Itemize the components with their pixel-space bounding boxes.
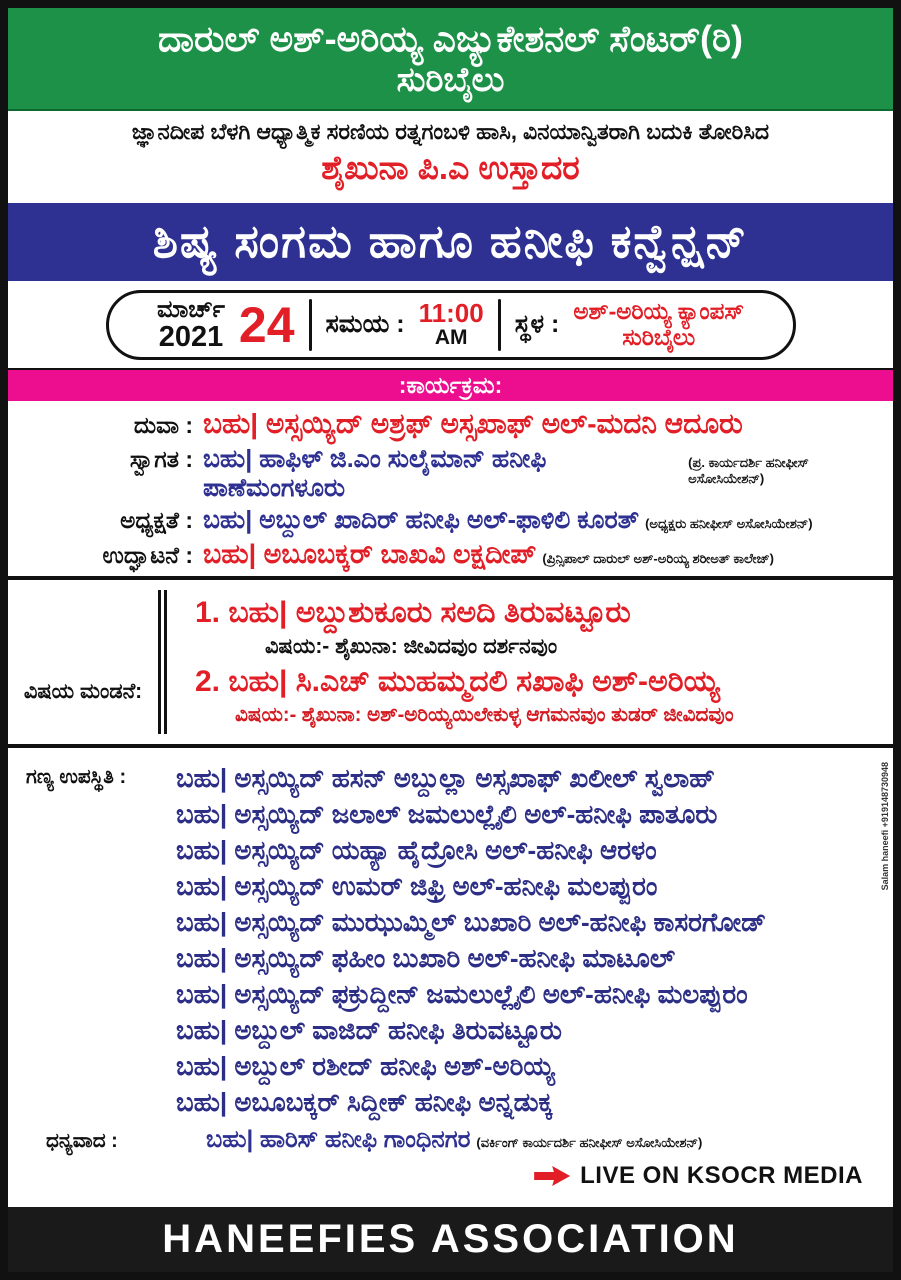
program-note: (ಪ್ರಿನ್ಸಿಪಾಲ್ ದಾರುಲ್ ಅಶ್-ಅರಿಯ್ಯ ಶರೀಅತ್ ಕಾಲೇಜ್) <box>542 550 774 566</box>
program-list <box>8 401 893 576</box>
guests-label: ಗಣ್ಯ ಉಪಸ್ಥಿತಿ : <box>26 766 127 788</box>
org-header <box>8 8 893 111</box>
topic-subject-1: ವಿಷಯ:- ಶೈಖುನಾ: ಜೀವಿದವುಂ ದರ್ಶನವುಂ <box>265 635 558 659</box>
year-label: 2021 <box>158 320 224 353</box>
org-place: ಸುರಿಬೈಲು <box>396 61 505 100</box>
topic-number: 2. <box>195 664 221 698</box>
thanks-note: (ವರ್ಕಿಂಗ್ ಕಾರ್ಯದರ್ಶಿ ಹನೀಫೀಸ್ ಅಸೋಸಿಯೇಶನ್) <box>476 1135 703 1150</box>
topic-speaker-2 <box>195 663 893 701</box>
venue-line2: ಸುರಿಬೈಲು <box>622 323 696 350</box>
schedule-section <box>8 281 893 368</box>
guest-name: ಬಹು| ಅಸ್ಸಯ್ಯಿದ್ ಜಲಾಲ್ ಜಮಲುಲ್ಲೈಲಿ ಅಲ್-ಹನೀಫಿ ಪಾತೂರು <box>176 799 718 829</box>
time-meridiem: AM <box>434 326 468 350</box>
event-title: ಶಿಷ್ಯ ಸಂಗಮ ಹಾಗೂ ಹನೀಫಿ ಕನ್ವೆನ್ಷನ್ <box>152 215 749 267</box>
guest-name: ಬಹು| ಅಬ್ದುಲ್ ವಾಜಿದ್ ಹನೀಫಿ ತಿರುವಟ್ಟೂರು <box>176 1015 562 1045</box>
live-row <box>26 1154 893 1190</box>
event-title-banner <box>8 203 893 281</box>
program-row-dua <box>8 408 883 441</box>
divider <box>309 299 312 351</box>
guest-name-list <box>176 760 766 1120</box>
intro-tagline: ಜ್ಞಾನದೀಪ ಬೆಳಗಿ ಆಧ್ಯಾತ್ಮಿಕ ಸರಣಿಯ ರತ್ನಗಂಬಳಿ ಹಾಸಿ, ವಿನಯಾನ್ವಿತರಾಗಿ ಬದುಕಿ ತೋರಿಸಿದ <box>131 119 770 144</box>
thanks-row <box>26 1126 893 1154</box>
intro-section <box>8 111 893 203</box>
designer-name: Salam haneefi <box>880 829 891 891</box>
program-row-inauguration <box>8 539 883 571</box>
schedule-capsule <box>106 290 796 360</box>
program-row-welcome <box>8 445 883 503</box>
guest-name: ಬಹು| ಅಬ್ದುಲ್ ರಶೀದ್ ಹನೀಫಿ ಅಶ್-ಅರಿಯ್ಯ <box>176 1051 555 1081</box>
topic-speaker-name: ಬಹು| ಸಿ.ಎಚ್ ಮುಹಮ್ಮದಲಿ ಸಖಾಫಿ ಅಶ್-ಅರಿಯ್ಯ <box>228 664 720 698</box>
program-name: ಬಹು| ಹಾಫಿಳ್ ಜಿ.ಎಂ ಸುಲೈಮಾನ್ ಹನೀಫಿ ಪಾಣೆಮಂಗಳೂರು <box>203 444 547 502</box>
live-text: LIVE ON KSOCR MEDIA <box>580 1162 863 1189</box>
thanks-label: ಧನ್ಯವಾದ : <box>46 1130 118 1152</box>
program-banner-text: :ಕಾರ್ಯಕ್ರಮ: <box>398 372 503 398</box>
guest-name: ಬಹು| ಅಸ್ಸಯ್ಯಿದ್ ಹಸನ್ ಅಬ್ದುಲ್ಲಾ ಅಸ್ಸಖಾಫ್ ಖಲೀಲ್ ಸ್ವಲಾಹ್ <box>176 763 716 793</box>
program-label: ಸ್ವಾಗತ : <box>129 445 193 472</box>
date-block <box>157 297 225 353</box>
day-number: 24 <box>238 296 295 353</box>
topic-speaker-name: ಬಹು| ಅಬ್ದುಶುಕೂರು ಸಅದಿ ತಿರುವಟ್ಟೂರು <box>228 595 631 629</box>
program-label: ಉದ್ಘಾಟನೆ : <box>102 541 193 568</box>
double-line-divider <box>158 590 167 734</box>
designer-credit <box>880 762 891 890</box>
program-row-president <box>8 506 883 535</box>
program-name: ಬಹು| ಅಬ್ದುಲ್ ಖಾದಿರ್ ಹನೀಫಿ ಅಲ್-ಫಾಳಿಲಿ ಕೂರತ್ <box>203 506 640 535</box>
month-label: ಮಾರ್ಚ್ <box>157 295 225 323</box>
designer-phone: +919148730948 <box>880 762 891 828</box>
thanks-name: ಬಹು| ಹಾರಿಸ್ ಹನೀಫಿ ಗಾಂಧಿನಗರ <box>206 1126 471 1153</box>
program-label: ದುವಾ : <box>133 412 193 439</box>
red-right-arrow-icon <box>534 1166 570 1186</box>
program-banner <box>8 368 893 401</box>
guest-name: ಬಹು| ಅಸ್ಸಯ್ಯಿದ್ ಯಹ್ಯಾ ಹೈದ್ರೋಸಿ ಅಲ್-ಹನೀಫಿ ಆರಳಂ <box>176 835 657 865</box>
guest-name: ಬಹು| ಅಸ್ಸಯ್ಯಿದ್ ಉಮರ್ ಜಿಫ್ರಿ ಅಲ್-ಹನೀಫಿ ಮಲಪ್ಪುರಂ <box>176 871 658 901</box>
topic-number: 1. <box>195 595 221 629</box>
topics-box <box>8 576 893 748</box>
venue-block <box>573 299 744 350</box>
guest-name: ಬಹು| ಅಸ್ಸಯ್ಯಿದ್ ಫಕ್ರುದ್ದೀನ್ ಜಮಲುಲ್ಲೈಲಿ ಅಲ್-ಹನೀಫಿ ಮಲಪ್ಪುರಂ <box>176 979 748 1009</box>
topics-content <box>167 580 893 744</box>
venue-label: ಸ್ಥಳ : <box>514 310 560 338</box>
topic-speaker-1 <box>195 594 893 632</box>
topic-subject-2: ವಿಷಯ:- ಶೈಖುನಾ: ಅಶ್-ಅರಿಯ್ಯಯಿಲೇಕುಳ್ಳ ಆಗಮನವುಂ ತುಡರ್ ಜೀವಿದವುಂ <box>235 704 734 727</box>
time-label: ಸಮಯ : <box>325 310 405 338</box>
guest-name: ಬಹು| ಅಬೂಬಕ್ಕರ್ ಸಿದ್ದೀಕ್ ಹನೀಫಿ ಅನ್ನಡುಕ್ಕ <box>176 1087 553 1117</box>
association-name: HANEEFIES ASSOCIATION <box>162 1217 739 1261</box>
guests-row <box>26 760 893 1120</box>
guest-name: ಬಹು| ಅಸ್ಸಯ್ಯಿದ್ ಮುಝುಮ್ಮಿಲ್ ಬುಖಾರಿ ಅಲ್-ಹನೀಫಿ ಕಾಸರಗೋಡ್ <box>176 907 767 937</box>
program-name: ಬಹು| ಅಬೂಬಕ್ಕರ್ ಬಾಖವಿ ಲಕ್ಷದೀಪ್ <box>203 538 537 569</box>
guest-name: ಬಹು| ಅಸ್ಸಯ್ಯಿದ್ ಫಹೀಂ ಬುಖಾರಿ ಅಲ್-ಹನೀಫಿ ಮಾಟೂಲ್ <box>176 943 676 973</box>
honoree-name: ಶೈಖುನಾ ಪಿ.ಎ ಉಸ್ತಾದರ <box>321 149 580 186</box>
venue-line1: ಅಶ್-ಅರಿಯ್ಯ ಕ್ಯಾಂಪಸ್ <box>573 298 744 325</box>
program-label: ಅಧ್ಯಕ್ಷತೆ : <box>120 507 193 534</box>
time-value: 11:00 <box>418 297 484 328</box>
program-name: ಬಹು| ಅಸ್ಸಯ್ಯಿದ್ ಅಶ್ರಫ್ ಅಸ್ಸಖಾಫ್ ಅಲ್-ಮದನಿ ಆದೂರು <box>203 408 743 440</box>
association-footer <box>8 1207 893 1272</box>
org-name: ದಾರುಲ್ ಅಶ್-ಅರಿಯ್ಯ ಎಜ್ಯುಕೇಶನಲ್ ಸೆಂಟರ್(ರಿ) <box>158 18 743 60</box>
topics-label: ವಿಷಯ ಮಂಡನೆ: <box>23 680 143 703</box>
guests-section <box>8 748 893 1207</box>
program-note: (ಅಧ್ಯಕ್ಷರು ಹನೀಫೀಸ್ ಅಸೋಸಿಯೇಶನ್) <box>645 516 813 532</box>
time-block <box>418 297 484 350</box>
divider <box>498 299 501 351</box>
program-note: (ಪ್ರ. ಕಾರ್ಯದರ್ಶಿ ಹನೀಫೀಸ್ ಅಸೋಸಿಯೇಶನ್) <box>688 454 809 486</box>
